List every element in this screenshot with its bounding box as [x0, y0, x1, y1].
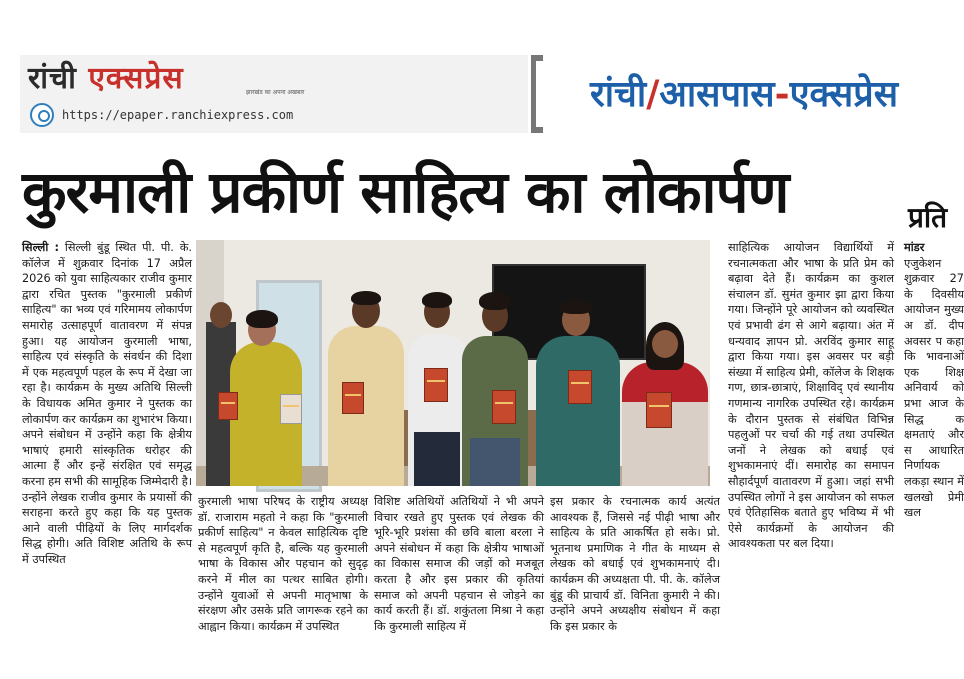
article-column-5: साहित्यिक आयोजन विद्यार्थियों में रचनात्मकता और भाषा के प्रति प्रेम को बढ़ावा देते हैं। कार्यक्रम का कुशल संचालन डॉ. सुमंत कुमार झा द्वारा किया गया। जिन्होंने पूरे आयोजन को व्यवस्थित एवं प्रभावी ढंग से आगे बढ़ाया। अंत में धन्यवाद ज्ञापन प्रो. अरविंद कुमार साहू द्वारा किया गया। इस अवसर पर बड़ी संख्या में साहित्य प्रेमी, कॉलेज के शिक्षक गण, छात्र-छात्राएं, शिक्षाविद् एवं स्थानीय गणमान्य नागरिक उपस्थित रहे। कार्यक्रम के दौरान पुस्तक से संबंधित विभिन्न पहलुओं पर चर्चा की गई तथा उपस्थित जनों ने लेखक को बधाई एवं शुभकामनाएं दीं। समारोह का समापन सौहार्दपूर्ण वातावरण में हुआ। जहां सभी उपस्थित लोगों ने इस आयोजन को सफल एवं ऐतिहासिक बताते हुए भविष्य में भी ऐसे कार्यक्रमों के आयोजन की आवश्यकता पर बल दिया। [728, 241, 894, 551]
logo-tagline: झारखंड का अपना अखबार [246, 89, 305, 96]
person-3 [328, 326, 404, 486]
person-6 [536, 336, 620, 486]
epaper-url[interactable]: https://epaper.ranchiexpress.com [62, 108, 294, 122]
page-bottom-edge [0, 670, 944, 679]
article-column-3: विशिष्ट अतिथियों अतिथियों ने भी अपने विचार रखते हुए पुस्तक एवं लेखक की भूरि-भूरि प्रशंसा की छवि बाला बरला ने अपने संबोधन में कहा कि क्षेत्रीय भाषाओं का विकास समाज की जड़ों को मजबूत करता है और इस प्रकार की कृतियां समाज को अपनी पहचान से जोड़ने का कार्य करती हैं। डॉ. शकुंतला मिश्रा ने कहा कि कुरमाली साहित्य में [374, 495, 544, 633]
column-text: सिल्ली बुंडू स्थित पी. पी. के. कॉलेज में शुक्रवार दिनांक 17 अप्रैल 2026 को युवा साहित्यकार राजीव कुमार द्वारा रचित पुस्तक "कुरमाली प्रकीर्ण साहित्य" का भव्य एवं गरिमामय लोकार्पण समारोह उत्साहपूर्ण वातावरण में संपन्न हुआ। यह आयोजन कुरमाली भाषा, साहित्य एवं संस्कृति के संवर्धन की दिशा में एक महत्वपूर्ण पहल के रूप में देखा जा रहा है। कार्यक्रम के मुख्य अतिथि सिल्ली के विधायक अमित कुमार ने पुस्तक का लोकार्पण कर कार्यक्रम का शुभारंभ किया। अपने संबोधन में उन्होंने कहा कि क्षेत्रीय भाषाएं हमारी सांस्कृतिक धरोहर की आत्मा हैं और इन्हें संरक्षित एवं समृद्ध करना हम सभी की सामूहिक जिम्मेदारी है। उन्होंने लेखक राजीव कुमार के प्रयासों की सराहना करते हुए कहा कि यह पुस्तक आने वाली पीढ़ियों के लिए मार्गदर्शक सिद्ध होगी। अति विशिष्ट अतिथि के रूप में उपस्थित [22, 241, 193, 566]
article-column-1 [22, 240, 192, 668]
next-article-headline: प्रति [908, 201, 948, 234]
next-article-text: एजुकेशन शुक्रवार 27 के दिवसीय आयोजन मुख्य अ डॉ. दीप अवसर प कहा कि भावनाओं एक शिक्ष अनिवार्य को प्रभा आज के सिद्ध क क्षमताएं और स आधारित निर्णायक लकड़ा स्थान में खलखो प्रेमी खल [904, 256, 964, 520]
next-article-dateline: मांडर [904, 241, 925, 254]
article-headline: कुरमाली प्रकीर्ण साहित्य का लोकार्पण [22, 158, 789, 226]
event-photo [196, 240, 710, 486]
cursor-hand-icon [30, 103, 54, 127]
newspaper-logo: रांची एक्सप्रेस [28, 61, 184, 96]
article-column-2: कुरमाली भाषा परिषद के राष्ट्रीय अध्यक्ष डॉ. राजाराम महतो ने कहा कि "कुरमाली प्रकीर्ण साहित्य" न केवल साहित्यिक दृष्टि से महत्वपूर्ण कृति है, बल्कि यह कुरमाली भाषा के विकास और पहचान को सुदृढ़ करने में मील का पत्थर साबित होगी। उन्होंने युवाओं से अपनी मातृभाषा के संरक्षण और उसके प्रति जागरूक रहने का आह्वान किया। कार्यक्रम में उपस्थित [198, 495, 368, 633]
dateline: सिल्ली : [22, 241, 59, 254]
next-article-column [904, 240, 964, 668]
bracket-divider [529, 55, 545, 133]
article-column-4: इस प्रकार के रचनात्मक कार्य अत्यंत आवश्यक हैं, जिससे नई पीढ़ी भाषा और साहित्य के प्रति आकर्षित हो सके। प्रो. भूतनाथ प्रमाणिक ने गीत के माध्यम से लेखक को बधाई एवं शुभकामनाएं दी। कार्यक्रम की अध्यक्षता पी. पी. के. कॉलेज बुंडू की प्राचार्य डॉ. विनिता कुमारी ने की। उन्होंने अपने अध्यक्षीय संबोधन में कहा कि इस प्रकार के [550, 495, 720, 633]
section-title: रांची/आसपास-एक्सप्रेस [590, 73, 899, 115]
